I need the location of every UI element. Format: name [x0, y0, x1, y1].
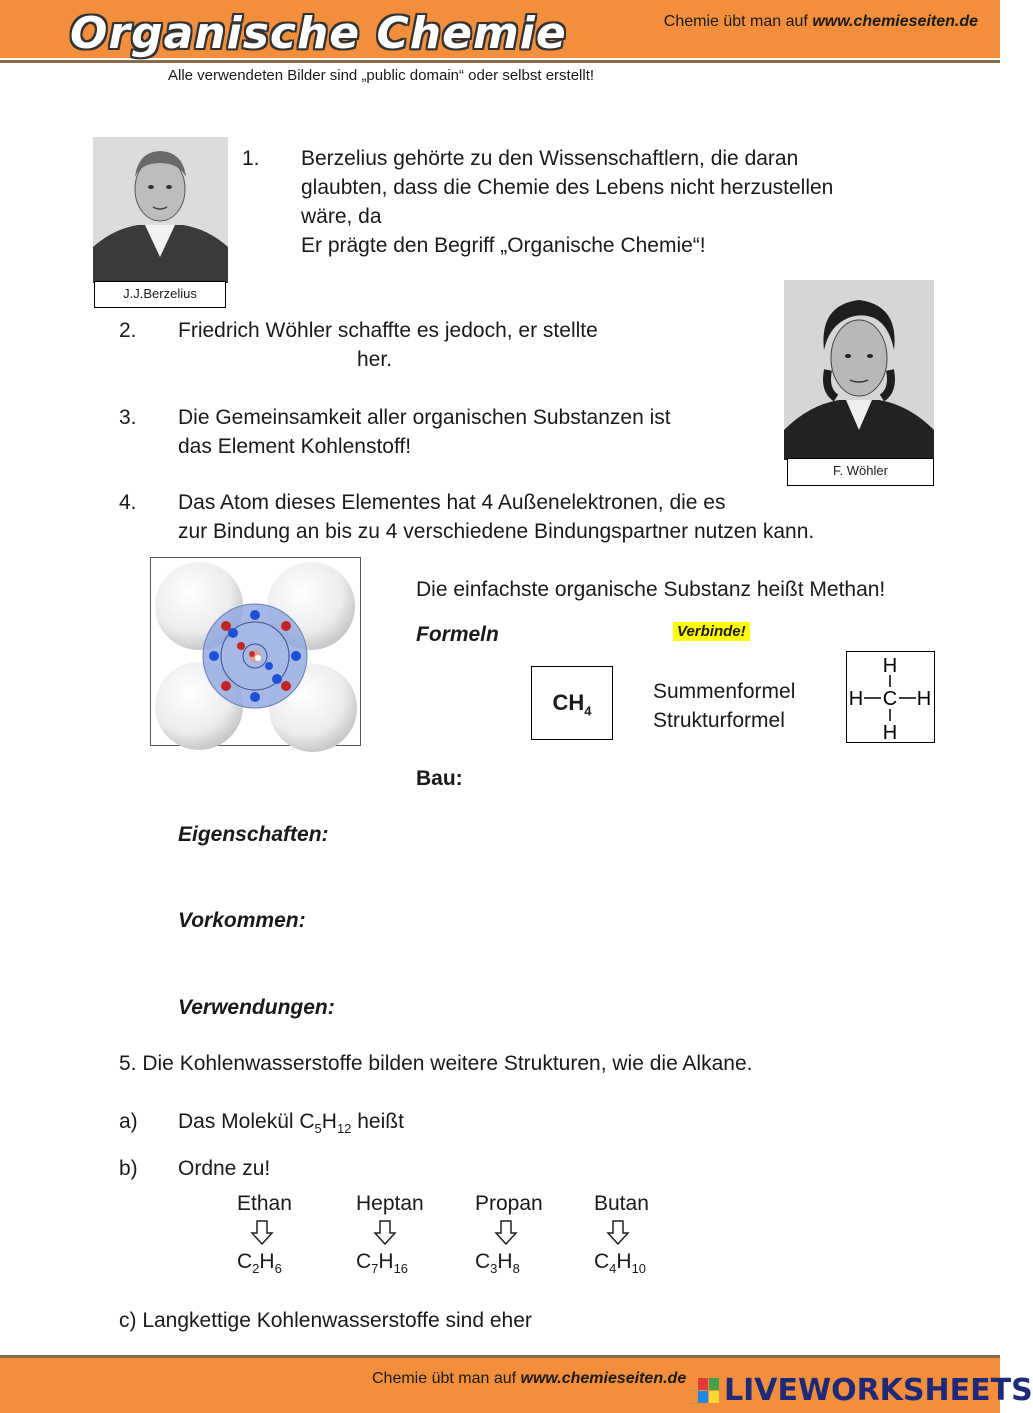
- methane-model-image: [151, 558, 360, 745]
- formula-h: H: [616, 1250, 632, 1273]
- footer-site-link: [372, 1370, 686, 1388]
- header-divider: [0, 60, 1000, 63]
- verwendungen-label: Verwendungen:: [178, 996, 335, 1019]
- q5a-text: [178, 1107, 404, 1143]
- q5a-mid: H: [321, 1110, 337, 1133]
- connect-instruction: Verbinde!: [673, 622, 750, 641]
- q5b-text: Ordne zu!: [178, 1157, 271, 1180]
- formeln-label: Formeln: [416, 623, 499, 646]
- q4-text: [178, 488, 878, 546]
- alkane-formula-c2h6[interactable]: [237, 1250, 282, 1276]
- q5a-sub1: 5: [314, 1121, 322, 1137]
- down-arrow-icon: [494, 1220, 518, 1246]
- down-arrow-icon: [373, 1220, 397, 1246]
- down-arrow-icon: [606, 1220, 630, 1246]
- q2-number: 2.: [119, 319, 137, 342]
- formula-cn: 3: [490, 1261, 498, 1277]
- methane-atom-model: [150, 557, 361, 746]
- q2-line1: Friedrich Wöhler schaffte es jedoch, er stellte: [178, 319, 598, 342]
- formula-hn: 16: [393, 1261, 409, 1277]
- q3-number: 3.: [119, 406, 137, 429]
- eigenschaften-label: Eigenschaften:: [178, 823, 329, 846]
- methane-intro: Die einfachste organische Substanz heißt Methan!: [416, 578, 886, 601]
- bau-label: Bau:: [416, 767, 463, 790]
- berzelius-caption: J.J.Berzelius: [94, 281, 226, 308]
- formula-cn: 2: [252, 1261, 260, 1277]
- woehler-image: [784, 280, 934, 460]
- ch4-main: CH: [552, 690, 585, 715]
- q4-line: zur Bindung an bis zu 4 verschiedene Bindungspartner nutzen kann.: [178, 520, 815, 543]
- q3-text: [178, 403, 671, 461]
- header-site-link: [664, 13, 978, 31]
- struct-atom-h-left: H: [848, 688, 864, 710]
- alkane-formula-c3h8[interactable]: [475, 1250, 520, 1276]
- alkane-formula-c7h16[interactable]: [356, 1250, 408, 1276]
- q1-line: Berzelius gehörte zu den Wissenschaftlern, die daran: [301, 147, 799, 170]
- formula-h: H: [259, 1250, 275, 1273]
- liveworksheets-brand[interactable]: LIVEWORKSHEETS: [724, 1373, 1033, 1408]
- q5a-sub2: 12: [336, 1121, 352, 1137]
- q1-number: 1.: [242, 147, 260, 170]
- q4-line: Das Atom dieses Elementes hat 4 Außenelektronen, die es: [178, 491, 726, 514]
- header-site-url[interactable]: www.chemieseiten.de: [812, 13, 978, 30]
- down-arrow-icon: [250, 1220, 274, 1246]
- q5a-pre: Das Molekül C: [178, 1110, 315, 1133]
- q5-text: 5. Die Kohlenwasserstoffe bilden weitere Strukturen, wie die Alkane.: [119, 1052, 753, 1075]
- q1-line: wäre, da: [301, 205, 382, 228]
- ch4-formula-box[interactable]: [531, 666, 613, 740]
- alkane-name-propan[interactable]: Propan: [475, 1192, 543, 1215]
- formula-c: C: [594, 1250, 610, 1273]
- q3-line: Die Gemeinsamkeit aller organischen Substanzen ist: [178, 406, 671, 429]
- struct-atom-h-bottom: H: [882, 722, 898, 744]
- structural-formula-box[interactable]: [846, 651, 935, 743]
- image-credit-note: Alle verwendeten Bilder sind „public domain“ oder selbst erstellt!: [168, 67, 595, 84]
- liveworksheets-logo-icon: [698, 1378, 720, 1404]
- alkane-name-heptan[interactable]: Heptan: [356, 1192, 424, 1215]
- alkane-formula-c4h10[interactable]: [594, 1250, 646, 1276]
- formula-c: C: [475, 1250, 491, 1273]
- formula-type-labels[interactable]: [653, 677, 795, 735]
- vorkommen-label: Vorkommen:: [178, 909, 306, 932]
- strukturformel-label[interactable]: Strukturformel: [653, 709, 785, 732]
- q5c-text: c) Langkettige Kohlenwasserstoffe sind eher: [119, 1309, 532, 1332]
- struct-atom-h-top: H: [882, 655, 898, 677]
- woehler-caption: F. Wöhler: [787, 458, 934, 486]
- q4-number: 4.: [119, 491, 137, 514]
- footer-site-url[interactable]: www.chemieseiten.de: [520, 1370, 687, 1387]
- formula-c: C: [356, 1250, 372, 1273]
- q5b-label: b): [119, 1157, 138, 1180]
- page-title: Organische Chemie: [70, 8, 567, 59]
- formula-h: H: [378, 1250, 394, 1273]
- q1-line: glaubten, dass die Chemie des Lebens nicht herzustellen: [301, 176, 834, 199]
- q1-text: [301, 144, 861, 260]
- q1-line: Er prägte den Begriff „Organische Chemie“!: [301, 234, 706, 257]
- struct-atom-h-right: H: [916, 688, 932, 710]
- struct-atom-c: C: [882, 688, 898, 710]
- formula-h: H: [497, 1250, 513, 1273]
- summenformel-label[interactable]: Summenformel: [653, 680, 796, 703]
- structural-formula-drawing: [847, 652, 934, 742]
- q2-line2: her.: [357, 348, 393, 371]
- header-site-prefix: Chemie übt man auf: [663, 13, 813, 30]
- formula-cn: 7: [371, 1261, 379, 1277]
- berzelius-portrait: [93, 137, 228, 283]
- q5a-label: a): [119, 1110, 138, 1133]
- q5a-post: heißt: [351, 1110, 404, 1133]
- alkane-name-butan[interactable]: Butan: [594, 1192, 649, 1215]
- ch4-sub: 4: [584, 703, 592, 719]
- berzelius-image: [93, 137, 228, 283]
- footer-site-prefix: Chemie übt man auf: [372, 1370, 521, 1387]
- formula-cn: 4: [609, 1261, 617, 1277]
- formula-c: C: [237, 1250, 253, 1273]
- alkane-name-ethan[interactable]: Ethan: [237, 1192, 292, 1215]
- q3-line: das Element Kohlenstoff!: [178, 435, 412, 458]
- formula-hn: 6: [274, 1261, 282, 1277]
- formula-hn: 10: [631, 1261, 647, 1277]
- formula-hn: 8: [512, 1261, 520, 1277]
- woehler-portrait: [784, 280, 934, 460]
